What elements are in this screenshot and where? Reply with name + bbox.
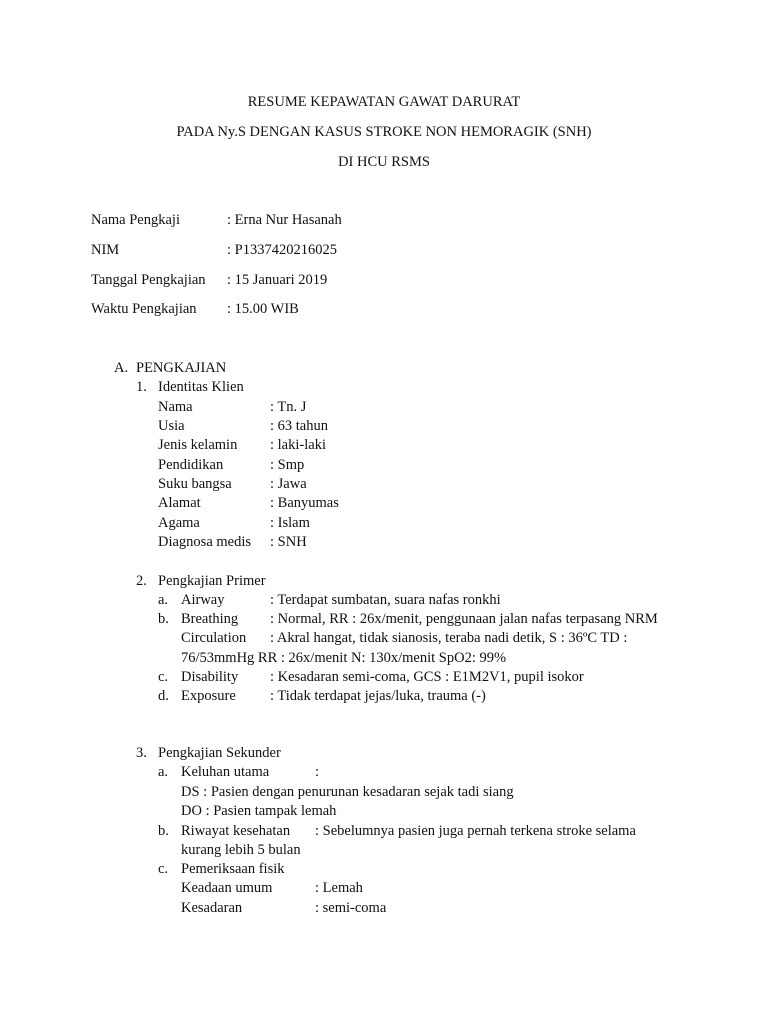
identitas-value-nama: : Tn. J <box>270 399 307 415</box>
breathing-marker: b. <box>158 611 169 627</box>
identitas-label-jenis-kelamin: Jenis kelamin <box>158 437 238 453</box>
circulation-value-continued: 76/53mmHg RR : 26x/menit N: 130x/menit SpO2: 99% <box>181 650 507 666</box>
primer-title: Pengkajian Primer <box>158 573 266 589</box>
identitas-value-usia: : 63 tahun <box>270 418 328 434</box>
document-title-line-2: PADA Ny.S DENGAN KASUS STROKE NON HEMORAGIK (SNH) <box>176 124 592 140</box>
info-label-tanggal: Tanggal Pengkajian <box>91 272 206 288</box>
disability-label: Disability <box>181 669 239 685</box>
riwayat-label: Riwayat kesehatan <box>181 823 291 839</box>
info-label-nim: NIM <box>91 242 120 258</box>
keluhan-do: DO : Pasien tampak lemah <box>181 803 337 819</box>
identitas-label-usia: Usia <box>158 418 185 434</box>
document-title-line-3: DI HCU RSMS <box>338 154 430 170</box>
identitas-label-suku-bangsa: Suku bangsa <box>158 476 232 492</box>
identitas-value-pendidikan: : Smp <box>270 457 305 473</box>
section-a-marker: A. <box>114 360 129 376</box>
document-title-line-1: RESUME KEPAWATAN GAWAT DARURAT <box>247 94 521 110</box>
identitas-value-jenis-kelamin: : laki-laki <box>270 437 326 453</box>
sekunder-title: Pengkajian Sekunder <box>158 745 281 761</box>
identitas-label-alamat: Alamat <box>158 495 201 511</box>
disability-value: : Kesadaran semi-coma, GCS : E1M2V1, pupil isokor <box>270 669 584 685</box>
section-a-title: PENGKAJIAN <box>136 360 227 376</box>
info-value-nama-pengkaji: : Erna Nur Hasanah <box>227 212 342 228</box>
circulation-label: Circulation <box>181 630 247 646</box>
airway-label: Airway <box>181 592 225 608</box>
fisik-marker: c. <box>158 861 169 877</box>
airway-marker: a. <box>158 592 169 608</box>
exposure-marker: d. <box>158 688 169 704</box>
info-label-nama-pengkaji: Nama Pengkaji <box>91 212 180 228</box>
identitas-label-pendidikan: Pendidikan <box>158 457 224 473</box>
identitas-title: Identitas Klien <box>158 379 244 395</box>
fisik-title: Pemeriksaan fisik <box>181 861 285 877</box>
breathing-label: Breathing <box>181 611 239 627</box>
identitas-value-agama: : Islam <box>270 515 310 531</box>
info-value-tanggal: : 15 Januari 2019 <box>227 272 328 288</box>
circulation-value: : Akral hangat, tidak sianosis, teraba nadi detik, S : 36ºC TD : <box>270 630 628 646</box>
riwayat-value-continued: kurang lebih 5 bulan <box>181 842 301 858</box>
keluhan-colon: : <box>315 764 320 780</box>
info-label-waktu: Waktu Pengkajian <box>91 301 197 317</box>
riwayat-value: : Sebelumnya pasien juga pernah terkena stroke selama <box>315 823 636 839</box>
disability-marker: c. <box>158 669 169 685</box>
fisik-value-keadaan-umum: : Lemah <box>315 880 363 896</box>
identitas-label-nama: Nama <box>158 399 193 415</box>
breathing-value: : Normal, RR : 26x/menit, penggunaan jalan nafas terpasang NRM <box>270 611 658 627</box>
identitas-label-agama: Agama <box>158 515 200 531</box>
fisik-label-keadaan-umum: Keadaan umum <box>181 880 273 896</box>
exposure-value: : Tidak terdapat jejas/luka, trauma (-) <box>270 688 486 704</box>
info-value-nim: : P1337420216025 <box>227 242 337 258</box>
identitas-value-suku-bangsa: : Jawa <box>270 476 307 492</box>
exposure-label: Exposure <box>181 688 236 704</box>
sekunder-number: 3. <box>136 745 147 761</box>
riwayat-marker: b. <box>158 823 169 839</box>
fisik-value-kesadaran: : semi-coma <box>315 900 387 916</box>
primer-number: 2. <box>136 573 147 589</box>
keluhan-marker: a. <box>158 764 169 780</box>
identitas-number: 1. <box>136 379 147 395</box>
airway-value: : Terdapat sumbatan, suara nafas ronkhi <box>270 592 501 608</box>
fisik-label-kesadaran: Kesadaran <box>181 900 243 916</box>
identitas-label-diagnosa: Diagnosa medis <box>158 534 252 550</box>
keluhan-ds: DS : Pasien dengan penurunan kesadaran sejak tadi siang <box>181 784 514 800</box>
info-value-waktu: : 15.00 WIB <box>227 301 299 317</box>
identitas-value-alamat: : Banyumas <box>270 495 339 511</box>
keluhan-label: Keluhan utama <box>181 764 270 780</box>
identitas-value-diagnosa: : SNH <box>270 534 307 550</box>
